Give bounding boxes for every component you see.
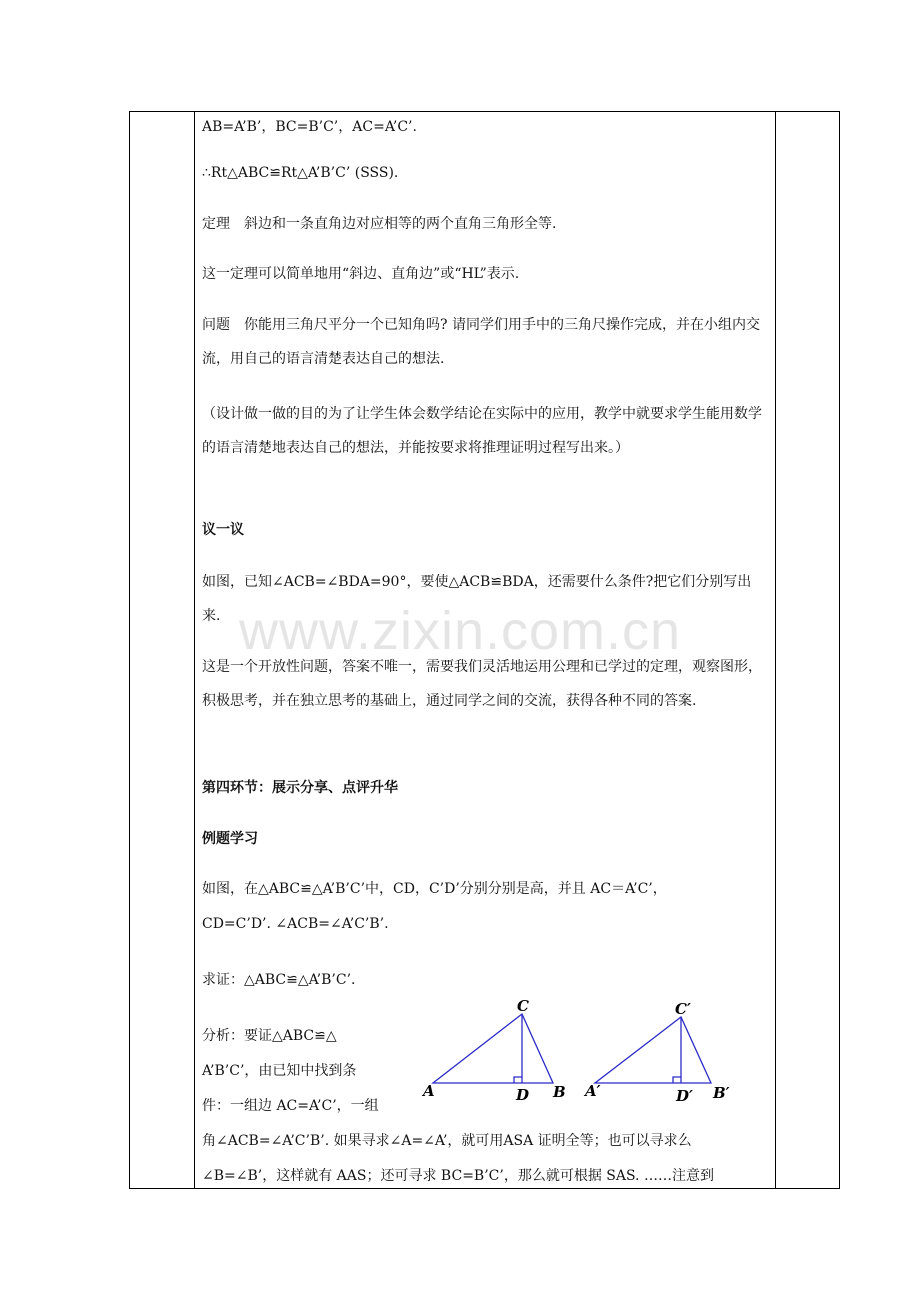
right-angle-mark-d-prime: [673, 1077, 681, 1083]
label-b: B: [553, 1083, 566, 1101]
label-c: C: [517, 997, 529, 1015]
example-statement-1: 如图，在△ABC≌△A’B’C’中，CD，C’D’分别分别是高，并且 AC＝A’C’，: [202, 881, 667, 897]
label-b-prime: B′: [713, 1084, 730, 1102]
label-d: D: [516, 1086, 530, 1104]
label-a-prime: A′: [585, 1082, 601, 1100]
triangle-abc-prime-outline: [595, 1017, 711, 1083]
section-heading-discuss: 议一议: [202, 522, 244, 538]
proof-conclusion: ∴Rt△ABC≌Rt△A’B’C’ (SSS).: [202, 165, 399, 181]
section-heading-example: 例题学习: [202, 831, 258, 847]
example-statement-2: CD=C’D’. ∠ACB=∠A’C’B’.: [202, 916, 389, 932]
analysis-line-5: ∠B=∠B’，这样就有 AAS；还可寻求 BC=B’C’，那么就可根据 SAS. ……注意到: [202, 1168, 714, 1184]
label-d-prime: D′: [676, 1087, 693, 1105]
analysis-line-1: 分析：要证△ABC≌△: [202, 1028, 337, 1044]
analysis-line-3: 件：一组边 AC=A’C’，一组: [202, 1098, 379, 1114]
theorem-note: 这一定理可以简单地用“斜边、直角边”或“HL”表示.: [202, 266, 520, 282]
label-a: A: [423, 1082, 435, 1100]
section-heading-stage-four: 第四环节：展示分享、点评升华: [202, 780, 398, 796]
discuss-question: 如图，已知∠ACB=∠BDA=90°，要使△ACB≌BDA，还需要什么条件?把它们分别写出来.: [202, 574, 752, 624]
example-prove: 求证：△ABC≌△A’B’C’.: [202, 972, 356, 988]
watermark: www.zixin.com.cn: [238, 601, 682, 661]
discuss-answer: 这是一个开放性问题，答案不唯一，需要我们灵活地运用公理和已学过的定理，观察图形，积极思考，并在独立思考的基础上，通过同学之间的交流，获得各种不同的答案.: [202, 659, 762, 709]
analysis-line-2: A’B’C’，由已知中找到条: [202, 1063, 357, 1079]
question-paragraph: 问题 你能用三角尺平分一个已知角吗? 请同学们用手中的三角尺操作完成，并在小组内交流，用自己的语言清楚表达自己的想法.: [202, 317, 760, 367]
theorem-hl: 定理 斜边和一条直角边对应相等的两个直角三角形全等.: [202, 216, 557, 232]
analysis-line-4: 角∠ACB=∠A’C’B’. 如果寻求∠A=∠A’，就可用ASA 证明全等；也可以寻求么: [202, 1133, 692, 1149]
label-c-prime: C′: [675, 1000, 691, 1018]
design-note-paragraph: （设计做一做的目的为了让学生体会数学结论在实际中的应用，教学中就要求学生能用数学的语言清楚地表达自己的想法，并能按要求将推理证明过程写出来。）: [202, 406, 762, 456]
right-angle-mark-d: [514, 1077, 522, 1083]
triangle-abc-prime: [595, 1017, 711, 1083]
triangle-abc: [433, 1014, 553, 1083]
triangle-abc-outline: [433, 1014, 553, 1083]
proof-line-sides: AB=A’B’，BC=B’C’，AC=A’C’.: [202, 119, 417, 135]
